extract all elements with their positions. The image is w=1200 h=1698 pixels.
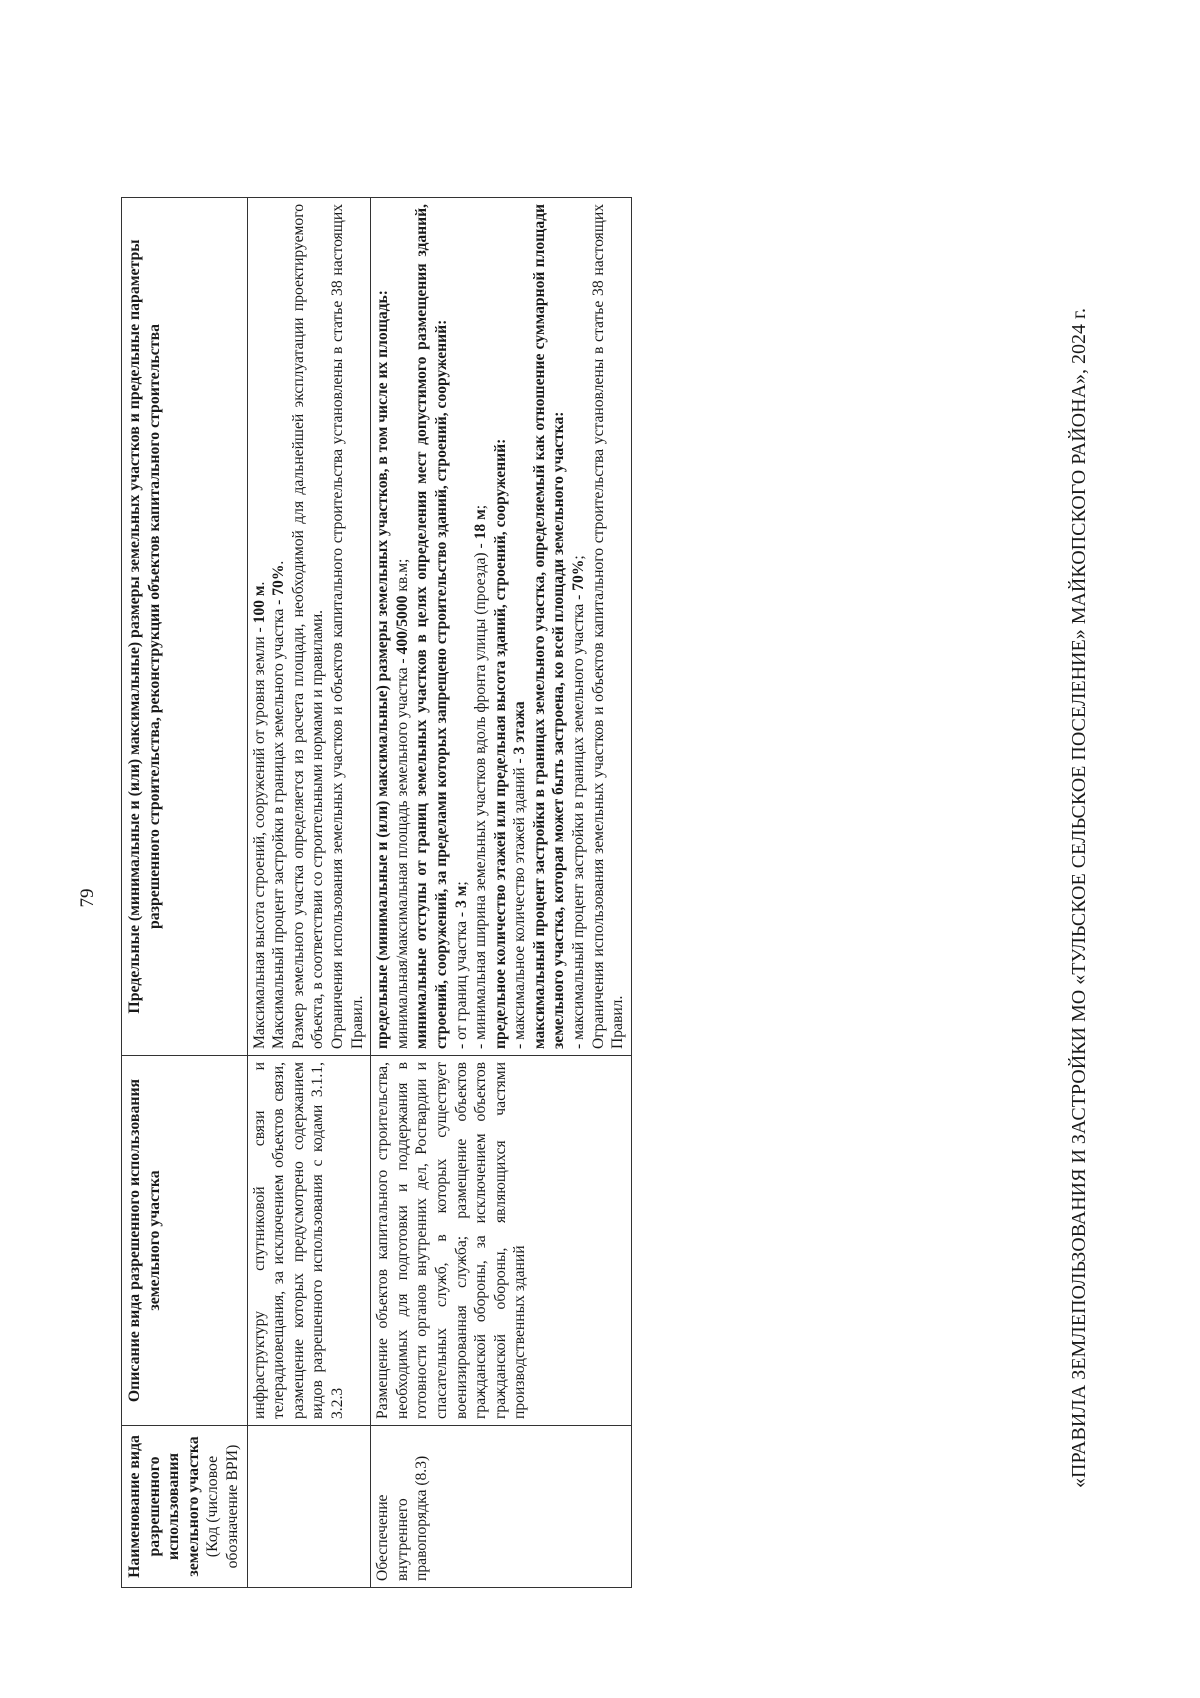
header-limits: Предельные (минимальные и (или) максимальные) размеры земельных участков и предельные параметры разрешенного строительства, реконструкции объектов капитального строительства: [122, 198, 248, 1056]
row2-min-width: [471, 204, 491, 1049]
row2-size-limits-heading: предельные (минимальные и (или) максимальные) размеры земельных участков, в том числе их площадь:: [374, 290, 392, 1049]
header-vri-name-bold: Наименование вида разрешенного использования земельного участка: [126, 1435, 202, 1578]
page-number: 79: [77, 888, 98, 908]
row1-max-height-text: Максимальная высота строений, сооружений от уровня земли -: [250, 623, 268, 1049]
row2-max-floors: [510, 204, 530, 1049]
row2-area: [393, 204, 413, 1049]
row2-coverage-heading: максимальный процент застройки в границах земельного участка, определяемый как отношение суммарной площади земельного участка, которая может быть застроена, ко всей площади земельного участка:: [530, 204, 568, 1049]
row2-setback-text: - от границ участка -: [452, 908, 470, 1049]
row2-setback-borders: [452, 204, 472, 1049]
row2-max-coverage-text: - максимальный процент застройки в границах земельного участка -: [570, 590, 588, 1049]
regulations-table: [121, 197, 632, 1588]
row1-name: [247, 1426, 371, 1588]
row2-params: [371, 198, 632, 1056]
row2-setback-end: ;: [452, 881, 470, 886]
table-row: [247, 198, 371, 1588]
row2-min-width-value: 18 м: [472, 509, 490, 540]
row2-min-width-text: - минимальная ширина земельных участков вдоль фронта улицы (проезда) -: [472, 539, 490, 1049]
header-vri-name: [122, 1426, 248, 1588]
row2-max-coverage-end: ;: [570, 555, 588, 560]
row2-restrictions: Ограничения использования земельных участков и объектов капитального строительства установлены в статье 38 настоящих Правил.: [589, 204, 627, 1049]
row2-max-coverage: [569, 204, 589, 1049]
rotated-page: [77, 98, 1122, 1698]
row2-max-floors-text: - максимальное количество этажей зданий -: [511, 754, 529, 1049]
row1-max-percent-value: 70%: [270, 564, 288, 596]
row2-area-end: кв.м;: [393, 558, 411, 596]
row1-max-percent-text: Максимальный процент застройки в границах земельного участка -: [270, 595, 288, 1049]
header-vri-code: (Код (числовое обозначение ВРИ): [204, 1444, 241, 1569]
row1-size: Размер земельного участка определяется из расчета площади, необходимой для дальнейшей эксплуатации проектируемого объекта, в соответствии со строительными нормами и правилами.: [289, 204, 327, 1049]
document-footer: «ПРАВИЛА ЗЕМЛЕПОЛЬЗОВАНИЯ И ЗАСТРОЙКИ МО «ТУЛЬСКОЕ СЕЛЬСКОЕ ПОСЕЛЕНИЕ» МАЙКОПСКОГО РАЙОНА», 2024 г.: [1068, 308, 1090, 1488]
row2-setback-value: 3 м: [452, 885, 470, 908]
row1-params: [247, 198, 371, 1056]
row2-max-coverage-value: 70%: [570, 559, 588, 591]
header-vri-description: Описание вида разрешенного использования земельного участка: [122, 1056, 248, 1426]
row2-max-floors-value: 3 этажа: [511, 701, 529, 755]
row1-description: инфраструктуру спутниковой связи и телерадиовещания, за исключением объектов связи, размещение которых предусмотрено содержанием видов разрешенного использования с кодами 3.1.1, 3.2.3: [247, 1056, 371, 1426]
row1-max-height: [250, 204, 270, 1049]
row1-max-height-value: 100 м: [250, 585, 268, 624]
row2-setbacks-heading: минимальные отступы от границ земельных участков в целях определения мест допустимого размещения зданий, строений, сооружений, за пределами которых запрещено строительство зданий, строений, сооружений:: [413, 204, 450, 1049]
table-header-row: [122, 198, 248, 1588]
row2-min-width-end: ;: [472, 504, 490, 510]
row1-max-percent: [269, 204, 289, 1049]
row2-name: Обеспечение внутреннего правопорядка (8.3): [371, 1426, 632, 1588]
table-row: [371, 198, 632, 1588]
row2-area-text: минимальная/максимальная площадь земельного участка -: [393, 654, 411, 1049]
row1-restrictions: Ограничения использования земельных участков и объектов капитального строительства установлены в статье 38 настоящих Правил.: [328, 204, 366, 1049]
row2-area-value: 400/5000: [393, 595, 411, 655]
row1-max-percent-end: .: [270, 560, 288, 565]
row1-max-height-end: .: [250, 581, 268, 586]
row2-floors-heading: предельное количество этажей или предельная высота зданий, строений, сооружений:: [491, 438, 509, 1049]
row2-description: Размещение объектов капитального строительства, необходимых для подготовки и поддержания в готовности органов внутренних дел, Росгвардии и спасательных служб, в которых существует военизированная служба; размещение объектов гражданской обороны, за исключением объектов гражданской обороны, являющихся частями производственных зданий: [371, 1056, 632, 1426]
